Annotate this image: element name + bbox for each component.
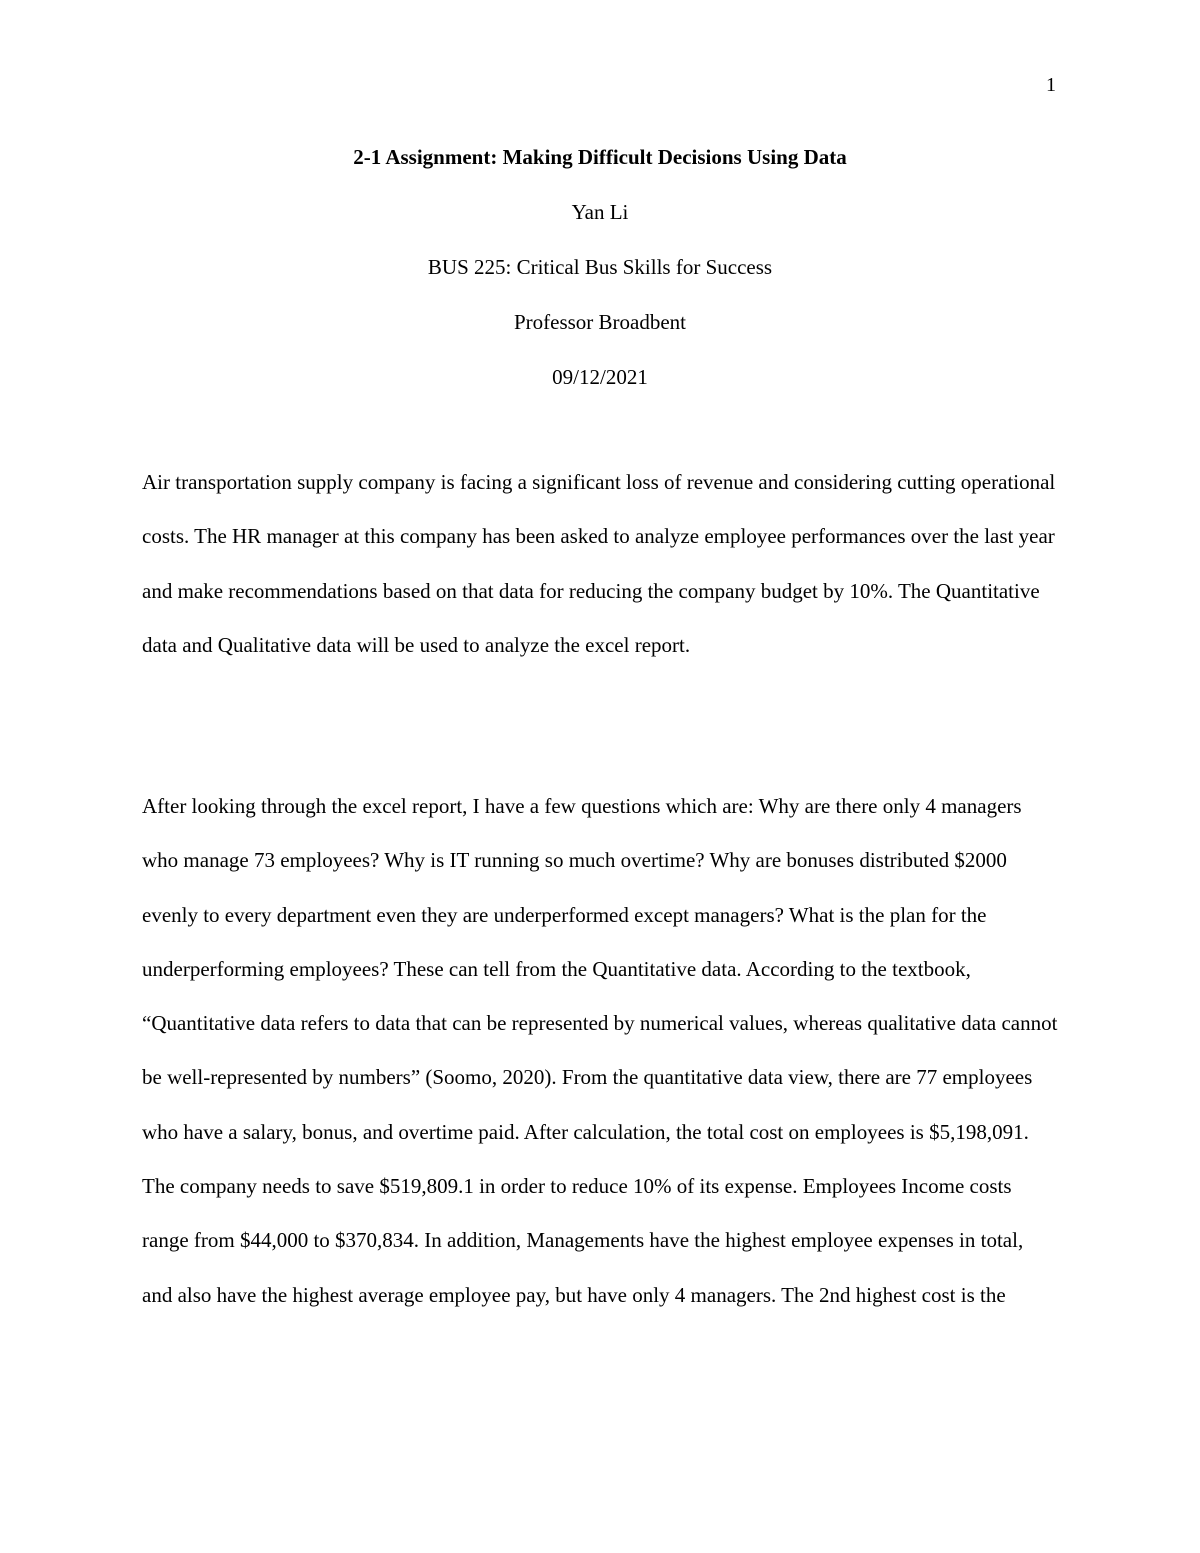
document-title: 2-1 Assignment: Making Difficult Decisions Using Data: [353, 145, 847, 169]
course-name: BUS 225: Critical Bus Skills for Success: [427, 255, 773, 279]
paragraph-analysis: After looking through the excel report, I have a few questions which are: Why are there only 4 managers who manage 73 employees? Why is IT running so much overtime? Why are bonuses distributed $2000 evenly to every department even they are underperformed except managers? What is the plan for the underperforming employees? These can tell from the Quantitative data. According to the textbook, “Quantitative data refers to data that can be represented by numerical values, whereas qualitative data cannot be well-represented by numbers” (Soomo, 2020). From the quantitative data view, there are 77 employees who have a salary, bonus, and overtime paid. After calculation, the total cost on employees is $5,198,091. The company needs to save $519,809.1 in order to reduce 10% of its expense. Employees Income costs range from $44,000 to $370,834. In addition, Managements have the highest employee expenses in total, and also have the highest average employee pay, but have only 4 managers. The 2nd highest cost is the: [142, 794, 1058, 1307]
paragraph-intro: Air transportation supply company is facing a significant loss of revenue and considering cutting operational costs. The HR manager at this company has been asked to analyze employee performances over the last year and make recommendations based on that data for reducing the company budget by 10%. The Quantitative data and Qualitative data will be used to analyze the excel report.: [142, 470, 1056, 657]
page-number: 1: [1046, 74, 1056, 96]
professor-name: Professor Broadbent: [513, 310, 687, 334]
title-block: [0, 142, 1200, 417]
document-date: 09/12/2021: [552, 365, 648, 389]
author-name: Yan Li: [571, 200, 629, 224]
